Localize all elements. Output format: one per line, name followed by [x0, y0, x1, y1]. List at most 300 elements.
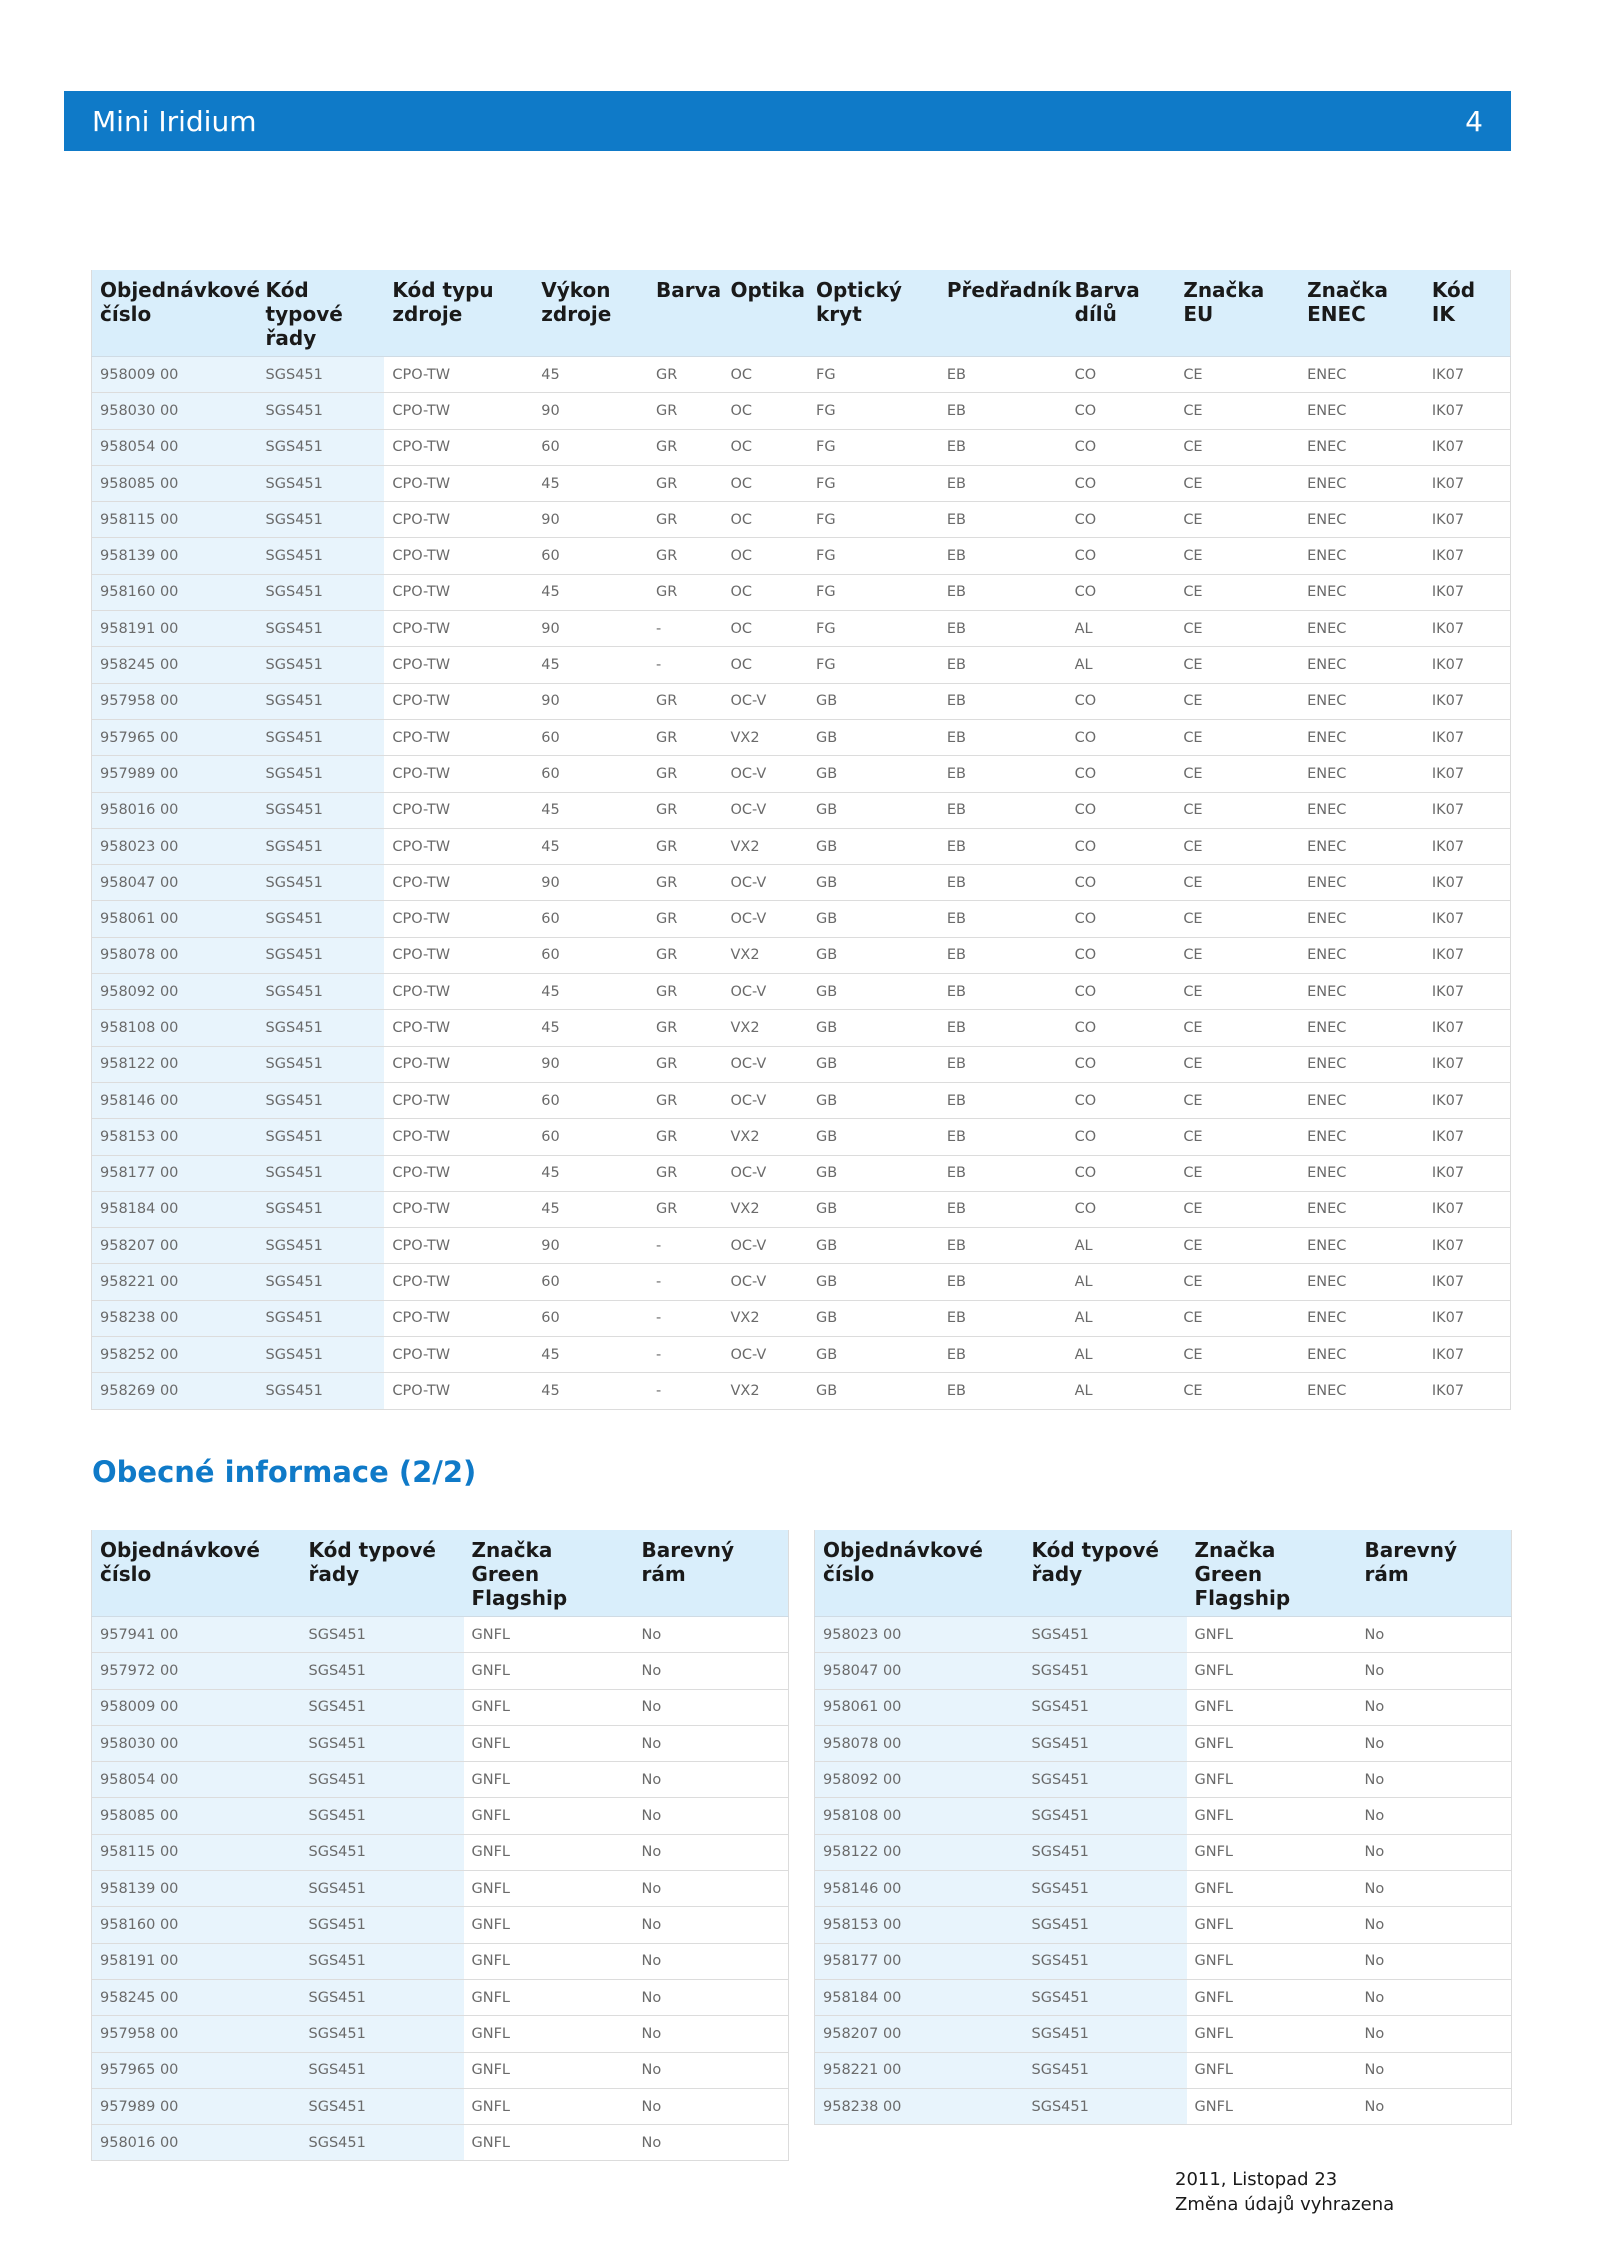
- column-header: Předřadník: [939, 270, 1067, 357]
- table-row: [92, 2016, 789, 2052]
- table-cell: CPO-TW: [384, 393, 533, 429]
- table-cell: GR: [648, 756, 722, 792]
- table-cell: IK07: [1424, 1373, 1511, 1409]
- table-cell: SGS451: [258, 502, 385, 538]
- table-cell: VX2: [722, 937, 808, 973]
- table-cell: CPO-TW: [384, 719, 533, 755]
- table-cell: EB: [939, 719, 1067, 755]
- table-cell: SGS451: [1024, 2088, 1187, 2124]
- table-cell: 60: [533, 1300, 648, 1336]
- table-cell: GR: [648, 901, 722, 937]
- table-cell: 45: [533, 974, 648, 1010]
- table-cell: ENEC: [1299, 574, 1424, 610]
- table-row: [92, 1010, 1511, 1046]
- column-header: Značka EU: [1175, 270, 1299, 357]
- table-cell: GR: [648, 683, 722, 719]
- table-cell: 958207 00: [92, 1228, 258, 1264]
- table-row: [92, 1653, 789, 1689]
- table-cell: IK07: [1424, 937, 1511, 973]
- table-cell: ENEC: [1299, 792, 1424, 828]
- table-cell: 958184 00: [92, 1191, 258, 1227]
- table-cell: GR: [648, 828, 722, 864]
- table-cell: SGS451: [301, 1798, 464, 1834]
- column-header: Kód typové řady: [1024, 1530, 1187, 1617]
- table-cell: CE: [1175, 1228, 1299, 1264]
- table-cell: CO: [1067, 792, 1176, 828]
- table-cell: 958054 00: [92, 1762, 301, 1798]
- table-cell: No: [1357, 2052, 1512, 2088]
- footer-note: Změna údajů vyhrazena: [1175, 2194, 1395, 2215]
- table-row: [815, 2088, 1512, 2124]
- table-cell: EB: [939, 574, 1067, 610]
- table-cell: AL: [1067, 1264, 1176, 1300]
- table-cell: ENEC: [1299, 1119, 1424, 1155]
- table-cell: VX2: [722, 1191, 808, 1227]
- table-cell: CO: [1067, 719, 1176, 755]
- table-cell: 957958 00: [92, 683, 258, 719]
- table-cell: OC-V: [722, 1228, 808, 1264]
- table-cell: GB: [808, 1264, 939, 1300]
- table-cell: SGS451: [258, 1228, 385, 1264]
- table-cell: SGS451: [1024, 1689, 1187, 1725]
- table-cell: 958191 00: [92, 1943, 301, 1979]
- table-cell: SGS451: [1024, 1653, 1187, 1689]
- table-cell: CPO-TW: [384, 1082, 533, 1118]
- table-cell: 957989 00: [92, 756, 258, 792]
- table-cell: ENEC: [1299, 647, 1424, 683]
- table-cell: GB: [808, 792, 939, 828]
- table-cell: EB: [939, 974, 1067, 1010]
- table-cell: IK07: [1424, 719, 1511, 755]
- table-cell: IK07: [1424, 465, 1511, 501]
- table-cell: CPO-TW: [384, 429, 533, 465]
- table-cell: OC-V: [722, 683, 808, 719]
- table-cell: 958252 00: [92, 1337, 258, 1373]
- table-cell: EB: [939, 429, 1067, 465]
- table-cell: 958139 00: [92, 1871, 301, 1907]
- table-cell: SGS451: [1024, 2052, 1187, 2088]
- table-cell: GNFL: [464, 1689, 634, 1725]
- table-cell: OC-V: [722, 756, 808, 792]
- table-cell: SGS451: [258, 719, 385, 755]
- table-row: [92, 1943, 789, 1979]
- table-cell: CPO-TW: [384, 1264, 533, 1300]
- column-header: Značka Green Flagship: [464, 1530, 634, 1617]
- table-cell: CO: [1067, 828, 1176, 864]
- table-cell: ENEC: [1299, 1373, 1424, 1409]
- table-cell: SGS451: [258, 1082, 385, 1118]
- table-cell: GNFL: [1187, 2016, 1357, 2052]
- table-cell: SGS451: [258, 1155, 385, 1191]
- table-cell: ENEC: [1299, 502, 1424, 538]
- table-cell: CPO-TW: [384, 1046, 533, 1082]
- table-cell: CO: [1067, 1010, 1176, 1046]
- table-row: [92, 1046, 1511, 1082]
- table-cell: IK07: [1424, 1155, 1511, 1191]
- table-cell: CE: [1175, 1119, 1299, 1155]
- table-cell: CPO-TW: [384, 538, 533, 574]
- table-row: [92, 1834, 789, 1870]
- table-cell: 958054 00: [92, 429, 258, 465]
- column-header: Značka ENEC: [1299, 270, 1424, 357]
- table-cell: IK07: [1424, 611, 1511, 647]
- table-cell: SGS451: [258, 1010, 385, 1046]
- table-cell: 957958 00: [92, 2016, 301, 2052]
- table-cell: ENEC: [1299, 1010, 1424, 1046]
- table-cell: CE: [1175, 502, 1299, 538]
- table-cell: VX2: [722, 719, 808, 755]
- table-cell: CO: [1067, 865, 1176, 901]
- table-cell: CO: [1067, 974, 1176, 1010]
- table-cell: GNFL: [464, 1653, 634, 1689]
- table-cell: FG: [808, 574, 939, 610]
- table-cell: 958023 00: [815, 1617, 1024, 1653]
- table-row: [815, 1834, 1512, 1870]
- table-cell: SGS451: [301, 2088, 464, 2124]
- table-cell: GNFL: [1187, 1871, 1357, 1907]
- table-cell: 60: [533, 538, 648, 574]
- table-cell: 957941 00: [92, 1617, 301, 1653]
- table-cell: GNFL: [1187, 1798, 1357, 1834]
- table-cell: GB: [808, 1373, 939, 1409]
- table-row: [815, 1617, 1512, 1653]
- table-cell: ENEC: [1299, 719, 1424, 755]
- table-cell: GNFL: [1187, 1653, 1357, 1689]
- table-cell: No: [1357, 1943, 1512, 1979]
- table-row: [92, 1617, 789, 1653]
- table-cell: CPO-TW: [384, 465, 533, 501]
- table-cell: CPO-TW: [384, 1155, 533, 1191]
- table-cell: ENEC: [1299, 1155, 1424, 1191]
- table-cell: 958078 00: [815, 1725, 1024, 1761]
- table-cell: SGS451: [1024, 1943, 1187, 1979]
- table-cell: 958115 00: [92, 1834, 301, 1870]
- table-row: [92, 2125, 789, 2161]
- table-cell: GB: [808, 1337, 939, 1373]
- table-cell: OC-V: [722, 792, 808, 828]
- table-cell: SGS451: [258, 465, 385, 501]
- table-cell: No: [1357, 1653, 1512, 1689]
- table-cell: ENEC: [1299, 429, 1424, 465]
- table-cell: CPO-TW: [384, 1010, 533, 1046]
- footer-date: 2011, Listopad 23: [1175, 2169, 1338, 2190]
- table-cell: CPO-TW: [384, 756, 533, 792]
- table-cell: SGS451: [258, 1264, 385, 1300]
- table-cell: SGS451: [258, 429, 385, 465]
- table-cell: GNFL: [464, 2088, 634, 2124]
- table-row: [92, 2088, 789, 2124]
- table-row: [92, 1082, 1511, 1118]
- table-cell: EB: [939, 1155, 1067, 1191]
- table-cell: SGS451: [301, 1617, 464, 1653]
- column-header: Objednávkové číslo: [92, 1530, 301, 1617]
- table-cell: IK07: [1424, 1264, 1511, 1300]
- column-header: Kód typové řady: [258, 270, 385, 357]
- table-cell: VX2: [722, 1300, 808, 1336]
- table-cell: EB: [939, 937, 1067, 973]
- table-cell: 958061 00: [92, 901, 258, 937]
- document-title: Mini Iridium: [92, 104, 257, 138]
- table-cell: GNFL: [1187, 1979, 1357, 2015]
- table-cell: CPO-TW: [384, 792, 533, 828]
- table-cell: CE: [1175, 465, 1299, 501]
- table-cell: EB: [939, 1191, 1067, 1227]
- table-cell: No: [1357, 1762, 1512, 1798]
- table-cell: SGS451: [258, 1373, 385, 1409]
- table-cell: ENEC: [1299, 1337, 1424, 1373]
- table-cell: CO: [1067, 1119, 1176, 1155]
- table-row: [92, 1264, 1511, 1300]
- table-cell: 958108 00: [815, 1798, 1024, 1834]
- table-cell: 958085 00: [92, 1798, 301, 1834]
- table-row: [92, 357, 1511, 393]
- table-cell: No: [1357, 1689, 1512, 1725]
- table-cell: ENEC: [1299, 683, 1424, 719]
- table-cell: GR: [648, 719, 722, 755]
- table-cell: 957972 00: [92, 1653, 301, 1689]
- table-row: [92, 1155, 1511, 1191]
- table-cell: 60: [533, 1119, 648, 1155]
- table-cell: 958139 00: [92, 538, 258, 574]
- table-cell: OC: [722, 611, 808, 647]
- table-cell: EB: [939, 683, 1067, 719]
- table-cell: GNFL: [464, 2016, 634, 2052]
- table-cell: VX2: [722, 828, 808, 864]
- table-cell: CE: [1175, 683, 1299, 719]
- column-header: Barevný rám: [634, 1530, 789, 1617]
- table-cell: 958160 00: [92, 1907, 301, 1943]
- table-cell: CE: [1175, 719, 1299, 755]
- table-cell: GNFL: [464, 1617, 634, 1653]
- table-cell: 45: [533, 792, 648, 828]
- table-cell: CE: [1175, 1046, 1299, 1082]
- table-row: [815, 1871, 1512, 1907]
- table-cell: OC-V: [722, 1337, 808, 1373]
- table-cell: ENEC: [1299, 465, 1424, 501]
- table-header-row: [92, 270, 1511, 357]
- table-cell: OC-V: [722, 1046, 808, 1082]
- table-cell: SGS451: [301, 1689, 464, 1725]
- table-cell: EB: [939, 538, 1067, 574]
- table-row: [815, 1689, 1512, 1725]
- column-header: Barva dílů: [1067, 270, 1176, 357]
- table-cell: 958153 00: [815, 1907, 1024, 1943]
- table-cell: SGS451: [258, 974, 385, 1010]
- table-cell: GR: [648, 538, 722, 574]
- table-cell: GNFL: [1187, 1689, 1357, 1725]
- table-row: [92, 1373, 1511, 1409]
- table-cell: CPO-TW: [384, 611, 533, 647]
- table-cell: SGS451: [301, 1979, 464, 2015]
- table-cell: OC: [722, 429, 808, 465]
- table-cell: 958207 00: [815, 2016, 1024, 2052]
- table-cell: GR: [648, 937, 722, 973]
- table-cell: SGS451: [1024, 1834, 1187, 1870]
- table-cell: 90: [533, 683, 648, 719]
- table-row: [92, 611, 1511, 647]
- table-cell: IK07: [1424, 1228, 1511, 1264]
- table-cell: CPO-TW: [384, 647, 533, 683]
- table-cell: SGS451: [301, 2016, 464, 2052]
- table-cell: 958122 00: [92, 1046, 258, 1082]
- table-row: [92, 901, 1511, 937]
- table-cell: GB: [808, 719, 939, 755]
- table-cell: CO: [1067, 683, 1176, 719]
- column-header: Kód typové řady: [301, 1530, 464, 1617]
- table-cell: SGS451: [258, 756, 385, 792]
- table-row: [92, 1689, 789, 1725]
- table-cell: SGS451: [258, 647, 385, 683]
- table-cell: GNFL: [464, 2125, 634, 2161]
- table-cell: CE: [1175, 937, 1299, 973]
- table-cell: No: [634, 1871, 789, 1907]
- table-cell: 958009 00: [92, 1689, 301, 1725]
- table-cell: ENEC: [1299, 937, 1424, 973]
- table-cell: GR: [648, 393, 722, 429]
- table-cell: GR: [648, 429, 722, 465]
- table-cell: SGS451: [258, 1300, 385, 1336]
- table-cell: -: [648, 1337, 722, 1373]
- table-cell: GNFL: [464, 1907, 634, 1943]
- table-cell: SGS451: [1024, 1907, 1187, 1943]
- table-cell: 958184 00: [815, 1979, 1024, 2015]
- table-cell: 958238 00: [815, 2088, 1024, 2124]
- footer: [1175, 2167, 1394, 2217]
- table-cell: OC: [722, 465, 808, 501]
- table-cell: GB: [808, 937, 939, 973]
- table-cell: 45: [533, 647, 648, 683]
- column-header: Optika: [722, 270, 808, 357]
- table-cell: SGS451: [258, 937, 385, 973]
- table-cell: No: [634, 2016, 789, 2052]
- table-cell: CPO-TW: [384, 1300, 533, 1336]
- table-cell: No: [1357, 1834, 1512, 1870]
- table-cell: IK07: [1424, 1337, 1511, 1373]
- table-cell: SGS451: [301, 1834, 464, 1870]
- table-cell: SGS451: [1024, 1762, 1187, 1798]
- table-cell: IK07: [1424, 429, 1511, 465]
- table-cell: 958030 00: [92, 1725, 301, 1761]
- table-cell: 958177 00: [815, 1943, 1024, 1979]
- table-cell: No: [634, 1798, 789, 1834]
- table-cell: SGS451: [301, 1943, 464, 1979]
- table-cell: 60: [533, 1082, 648, 1118]
- table-cell: GR: [648, 1191, 722, 1227]
- table-cell: 958061 00: [815, 1689, 1024, 1725]
- table-cell: EB: [939, 1337, 1067, 1373]
- column-header: Barevný rám: [1357, 1530, 1512, 1617]
- table-cell: GNFL: [464, 1943, 634, 1979]
- table-row: [815, 2016, 1512, 2052]
- table-row: [815, 1907, 1512, 1943]
- table-cell: SGS451: [1024, 1798, 1187, 1834]
- table-cell: CE: [1175, 611, 1299, 647]
- table-cell: GNFL: [1187, 2088, 1357, 2124]
- table-cell: ENEC: [1299, 974, 1424, 1010]
- table-cell: GB: [808, 828, 939, 864]
- product-table: [91, 270, 1511, 1410]
- table-cell: No: [634, 1979, 789, 2015]
- table-cell: EB: [939, 647, 1067, 683]
- table-cell: GNFL: [1187, 1907, 1357, 1943]
- table-cell: SGS451: [258, 828, 385, 864]
- table-cell: IK07: [1424, 538, 1511, 574]
- table-cell: 60: [533, 1264, 648, 1300]
- table-cell: SGS451: [301, 1871, 464, 1907]
- table-row: [815, 1762, 1512, 1798]
- table-cell: 958146 00: [815, 1871, 1024, 1907]
- table-cell: OC: [722, 502, 808, 538]
- table-cell: -: [648, 1373, 722, 1409]
- table-cell: 45: [533, 1010, 648, 1046]
- table-cell: CE: [1175, 1300, 1299, 1336]
- table-cell: GNFL: [464, 1871, 634, 1907]
- table-cell: 958085 00: [92, 465, 258, 501]
- table-cell: -: [648, 1300, 722, 1336]
- table-cell: CO: [1067, 465, 1176, 501]
- table-cell: CPO-TW: [384, 937, 533, 973]
- table-cell: AL: [1067, 647, 1176, 683]
- table-cell: CO: [1067, 1082, 1176, 1118]
- table-cell: GNFL: [1187, 1617, 1357, 1653]
- column-header: Výkon zdroje: [533, 270, 648, 357]
- table-cell: EB: [939, 1300, 1067, 1336]
- table-cell: IK07: [1424, 756, 1511, 792]
- table-cell: GB: [808, 1191, 939, 1227]
- table-cell: IK07: [1424, 792, 1511, 828]
- table-cell: EB: [939, 1010, 1067, 1046]
- table-cell: CPO-TW: [384, 974, 533, 1010]
- table-cell: CO: [1067, 357, 1176, 393]
- table-cell: 958122 00: [815, 1834, 1024, 1870]
- table-row: [92, 865, 1511, 901]
- table-cell: EB: [939, 1119, 1067, 1155]
- table-body: [815, 1617, 1512, 2125]
- table-cell: -: [648, 1264, 722, 1300]
- table-cell: EB: [939, 865, 1067, 901]
- table-row: [815, 1979, 1512, 2015]
- table-cell: CE: [1175, 865, 1299, 901]
- table-cell: -: [648, 647, 722, 683]
- table-cell: GR: [648, 465, 722, 501]
- table-cell: CO: [1067, 756, 1176, 792]
- table-cell: 958221 00: [815, 2052, 1024, 2088]
- table-cell: IK07: [1424, 683, 1511, 719]
- table-row: [92, 1871, 789, 1907]
- table-cell: No: [634, 2125, 789, 2161]
- table-cell: GNFL: [464, 1725, 634, 1761]
- table-cell: EB: [939, 792, 1067, 828]
- table-cell: IK07: [1424, 502, 1511, 538]
- table-cell: 958092 00: [92, 974, 258, 1010]
- table-cell: EB: [939, 1082, 1067, 1118]
- table-cell: GR: [648, 865, 722, 901]
- table-cell: No: [634, 1907, 789, 1943]
- table-cell: No: [1357, 1617, 1512, 1653]
- table-row: [92, 429, 1511, 465]
- table-cell: SGS451: [301, 2052, 464, 2088]
- table-cell: GB: [808, 901, 939, 937]
- table-header-row: [92, 1530, 789, 1617]
- table-cell: SGS451: [1024, 1617, 1187, 1653]
- table-cell: 958245 00: [92, 647, 258, 683]
- table-cell: 958238 00: [92, 1300, 258, 1336]
- table-cell: 958047 00: [92, 865, 258, 901]
- table-cell: FG: [808, 429, 939, 465]
- table-cell: CE: [1175, 828, 1299, 864]
- table-cell: IK07: [1424, 574, 1511, 610]
- table-cell: IK07: [1424, 1300, 1511, 1336]
